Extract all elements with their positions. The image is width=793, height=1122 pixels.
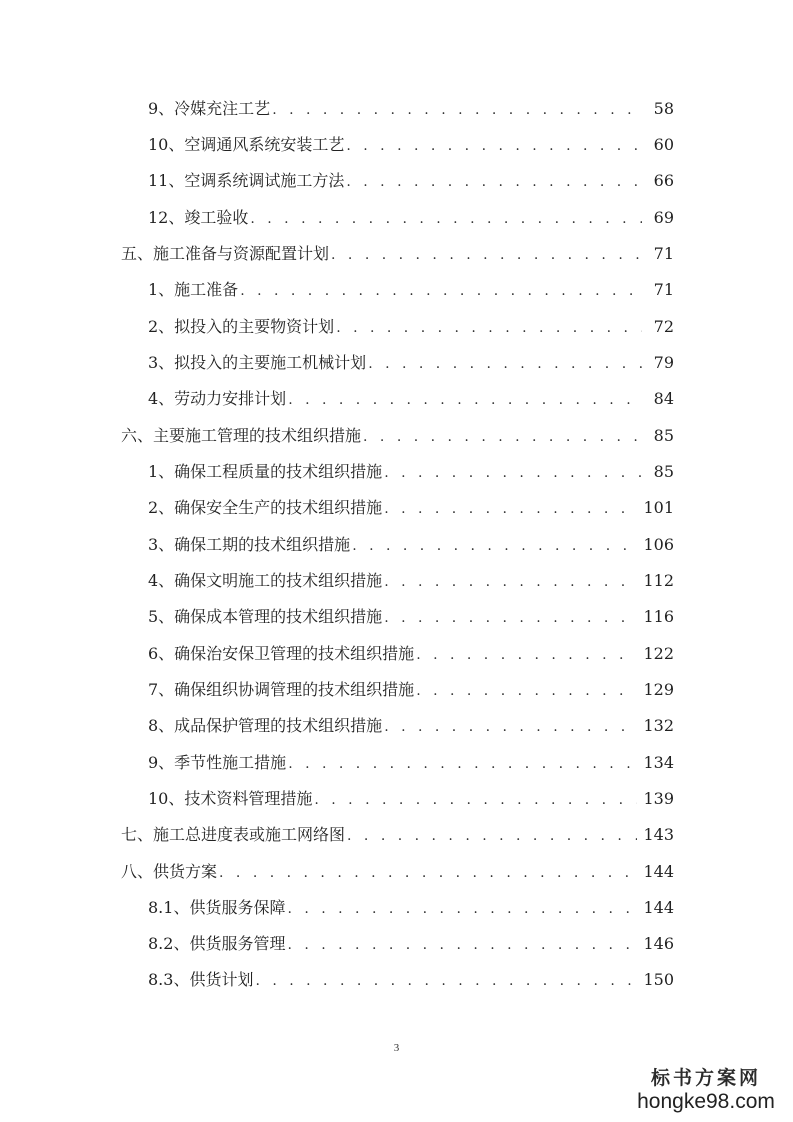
toc-entry-title: 八、供货方案 — [121, 862, 218, 881]
toc-leader-dots — [416, 644, 637, 665]
toc-entry-page: 72 — [653, 317, 674, 336]
toc-entry[interactable] — [148, 352, 674, 374]
toc-entry[interactable] — [148, 461, 674, 483]
toc-entry[interactable] — [148, 316, 674, 338]
toc-leader-dots — [347, 825, 637, 846]
toc-entry-title: 5、确保成本管理的技术组织措施 — [148, 607, 383, 626]
toc-leader-dots — [331, 244, 642, 265]
toc-leader-dots — [346, 135, 642, 156]
toc-entry-title: 8.2、供货服务管理 — [148, 934, 286, 953]
toc-entry-page: 84 — [653, 389, 674, 408]
toc-entry-page: 58 — [653, 99, 674, 118]
toc-entry[interactable] — [148, 969, 674, 991]
toc-entry-page: 129 — [643, 680, 674, 699]
toc-entry-page: 69 — [653, 208, 674, 227]
toc-entry-page: 112 — [643, 571, 674, 590]
toc-entry[interactable] — [148, 606, 674, 628]
toc-entry-page: 134 — [643, 753, 674, 772]
toc-entry-page: 106 — [643, 535, 674, 554]
toc-entry-page: 101 — [643, 498, 674, 517]
toc-entry[interactable] — [121, 243, 674, 265]
toc-entry-title: 6、确保治安保卫管理的技术组织措施 — [148, 644, 415, 663]
toc-entry-page: 66 — [653, 171, 674, 190]
toc-entry[interactable] — [148, 788, 674, 810]
toc-leader-dots — [384, 716, 637, 737]
toc-entry[interactable] — [148, 897, 674, 919]
toc-entry[interactable] — [148, 643, 674, 665]
toc-entry-page: 132 — [643, 716, 674, 735]
toc-leader-dots — [288, 389, 642, 410]
toc-entry-page: 150 — [643, 970, 674, 989]
toc-entry-page: 60 — [653, 135, 674, 154]
toc-leader-dots — [314, 789, 637, 810]
watermark-url: hongke98.com — [637, 1090, 775, 1113]
toc-leader-dots — [352, 535, 637, 556]
toc-entry-title: 10、技术资料管理措施 — [148, 789, 313, 808]
toc-entry-page: 122 — [643, 644, 674, 663]
toc-entry-title: 3、拟投入的主要施工机械计划 — [148, 353, 367, 372]
toc-entry[interactable] — [148, 534, 674, 556]
toc-entry-title: 10、空调通风系统安装工艺 — [148, 135, 345, 154]
toc-entry-title: 4、劳动力安排计划 — [148, 389, 287, 408]
toc-entry[interactable] — [148, 570, 674, 592]
toc-leader-dots — [346, 171, 642, 192]
toc-entry-title: 1、施工准备 — [148, 280, 239, 299]
toc-entry-title: 七、施工总进度表或施工网络图 — [121, 825, 346, 844]
toc-entry-title: 3、确保工期的技术组织措施 — [148, 535, 351, 554]
toc-entry[interactable] — [148, 497, 674, 519]
toc-leader-dots — [288, 753, 637, 774]
toc-entry-title: 11、空调系统调试施工方法 — [148, 171, 345, 190]
toc-entry-title: 8.3、供货计划 — [148, 970, 254, 989]
toc-leader-dots — [272, 99, 642, 120]
toc-entry[interactable] — [148, 388, 674, 410]
toc-entry[interactable] — [148, 752, 674, 774]
toc-entry[interactable] — [148, 279, 674, 301]
toc-entry[interactable] — [148, 98, 674, 120]
toc-leader-dots — [368, 353, 642, 374]
toc-entry[interactable] — [121, 425, 674, 447]
toc-leader-dots — [336, 317, 642, 338]
toc-entry-title: 12、竣工验收 — [148, 208, 249, 227]
toc-entry-title: 1、确保工程质量的技术组织措施 — [148, 462, 383, 481]
toc-leader-dots — [287, 934, 637, 955]
toc-leader-dots — [219, 862, 637, 883]
toc-leader-dots — [416, 680, 637, 701]
watermark-logo — [631, 1066, 781, 1114]
watermark-title: 标书方案网 — [650, 1067, 761, 1089]
toc-leader-dots — [255, 970, 637, 991]
toc-entry-page: 116 — [643, 607, 674, 626]
toc-leader-dots — [240, 280, 642, 301]
toc-entry[interactable] — [121, 861, 674, 883]
toc-entry[interactable] — [148, 933, 674, 955]
toc-entry-page: 144 — [643, 862, 674, 881]
toc-leader-dots — [384, 607, 637, 628]
toc-entry[interactable] — [121, 824, 674, 846]
toc-leader-dots — [384, 462, 642, 483]
toc-entry-page: 143 — [643, 825, 674, 844]
toc-entry-page: 144 — [643, 898, 674, 917]
toc-entry-page: 139 — [643, 789, 674, 808]
toc-entry-title: 8、成品保护管理的技术组织措施 — [148, 716, 383, 735]
toc-entry-title: 五、施工准备与资源配置计划 — [121, 244, 330, 263]
toc-entry-page: 85 — [653, 462, 674, 481]
toc-entry-page: 71 — [653, 244, 674, 263]
toc-leader-dots — [287, 898, 637, 919]
toc-entry-title: 2、确保安全生产的技术组织措施 — [148, 498, 383, 517]
toc-entry-page: 85 — [653, 426, 674, 445]
toc-leader-dots — [363, 426, 642, 447]
toc-entry-title: 7、确保组织协调管理的技术组织措施 — [148, 680, 415, 699]
toc-entry[interactable] — [148, 134, 674, 156]
toc-entry[interactable] — [148, 715, 674, 737]
toc-entry[interactable] — [148, 170, 674, 192]
toc-entry-page: 79 — [653, 353, 674, 372]
toc-entry-title: 9、冷媒充注工艺 — [148, 99, 271, 118]
toc-entry-page: 146 — [643, 934, 674, 953]
toc-entry-page: 71 — [653, 280, 674, 299]
toc-entry[interactable] — [148, 679, 674, 701]
toc-entry[interactable] — [148, 207, 674, 229]
toc-entry-title: 9、季节性施工措施 — [148, 753, 287, 772]
toc-leader-dots — [250, 208, 642, 229]
toc-entry-title: 2、拟投入的主要物资计划 — [148, 317, 335, 336]
toc-leader-dots — [384, 498, 637, 519]
page-number: 3 — [393, 1042, 400, 1054]
toc-entry-title: 8.1、供货服务保障 — [148, 898, 286, 917]
toc-leader-dots — [384, 571, 637, 592]
toc-entry-title: 4、确保文明施工的技术组织措施 — [148, 571, 383, 590]
toc-entry-title: 六、主要施工管理的技术组织措施 — [121, 426, 362, 445]
